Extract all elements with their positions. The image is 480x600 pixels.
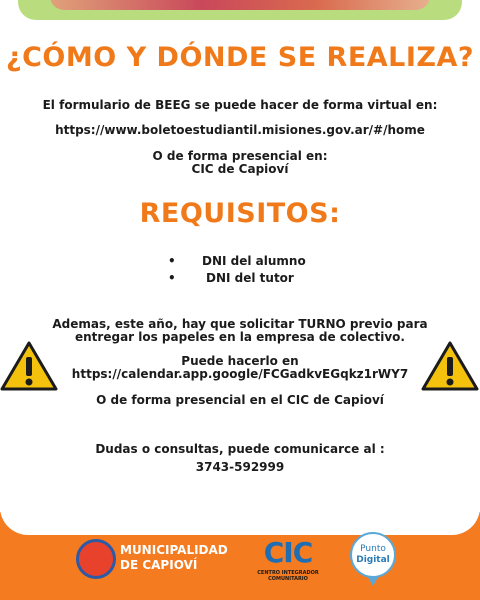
calendar-url[interactable]: https://calendar.app.google/FCGadkvEGqkz1rWY7: [71, 367, 409, 381]
form-text: El formulario de BEEG se puede hacer de forma virtual en:: [42, 98, 438, 112]
form-url[interactable]: https://www.boletoestudiantil.misiones.gov.ar/#/home: [55, 123, 425, 137]
turno-text-1: Ademas, este año, hay que solicitar TURNO previo para: [52, 317, 428, 331]
presencial-place: CIC de Capioví: [191, 162, 289, 176]
heading-how-where: ¿CÓMO Y DÓNDE SE REALIZA?: [5, 42, 475, 73]
dudas-text: Dudas o consultas, puede comunicarce al :: [95, 442, 385, 456]
phone-number[interactable]: 3743-592999: [195, 460, 285, 474]
top-card: [18, 0, 462, 20]
logo-cic-text: CIC: [263, 536, 313, 569]
footer-curve: [0, 505, 480, 535]
logo-cic-sub2: COMUNITARIO: [268, 576, 308, 582]
logo-cic: [256, 536, 320, 588]
logo-punto-digital: [350, 532, 398, 596]
logo-punto-1: Punto: [360, 544, 386, 554]
top-banner: [0, 0, 480, 24]
logo-cic-sub1: CENTRO INTEGRADOR: [257, 570, 319, 576]
presencial-cic: O de forma presencial en el CIC de Capioví: [96, 393, 384, 407]
top-photo: [50, 0, 430, 10]
warning-icon: [421, 340, 479, 392]
presencial-text: O de forma presencial en:: [152, 149, 328, 163]
puede-hacerlo: Puede hacerlo en: [181, 354, 299, 368]
warning-icon: [0, 340, 58, 392]
logo-municipalidad: [76, 537, 226, 583]
heading-requirements: REQUISITOS:: [139, 198, 341, 229]
municipality-emblem-icon: [76, 539, 116, 579]
turno-text-2: entregar los papeles en la empresa de colectivo.: [75, 330, 405, 344]
requirement-item: • DNI del tutor: [168, 271, 294, 285]
logo-muni-line2: DE CAPIOVÍ: [120, 558, 198, 572]
logo-muni-line1: MUNICIPALIDAD: [120, 543, 228, 557]
requirement-item: • DNI del alumno: [168, 254, 306, 268]
logo-punto-2: Digital: [356, 555, 390, 565]
